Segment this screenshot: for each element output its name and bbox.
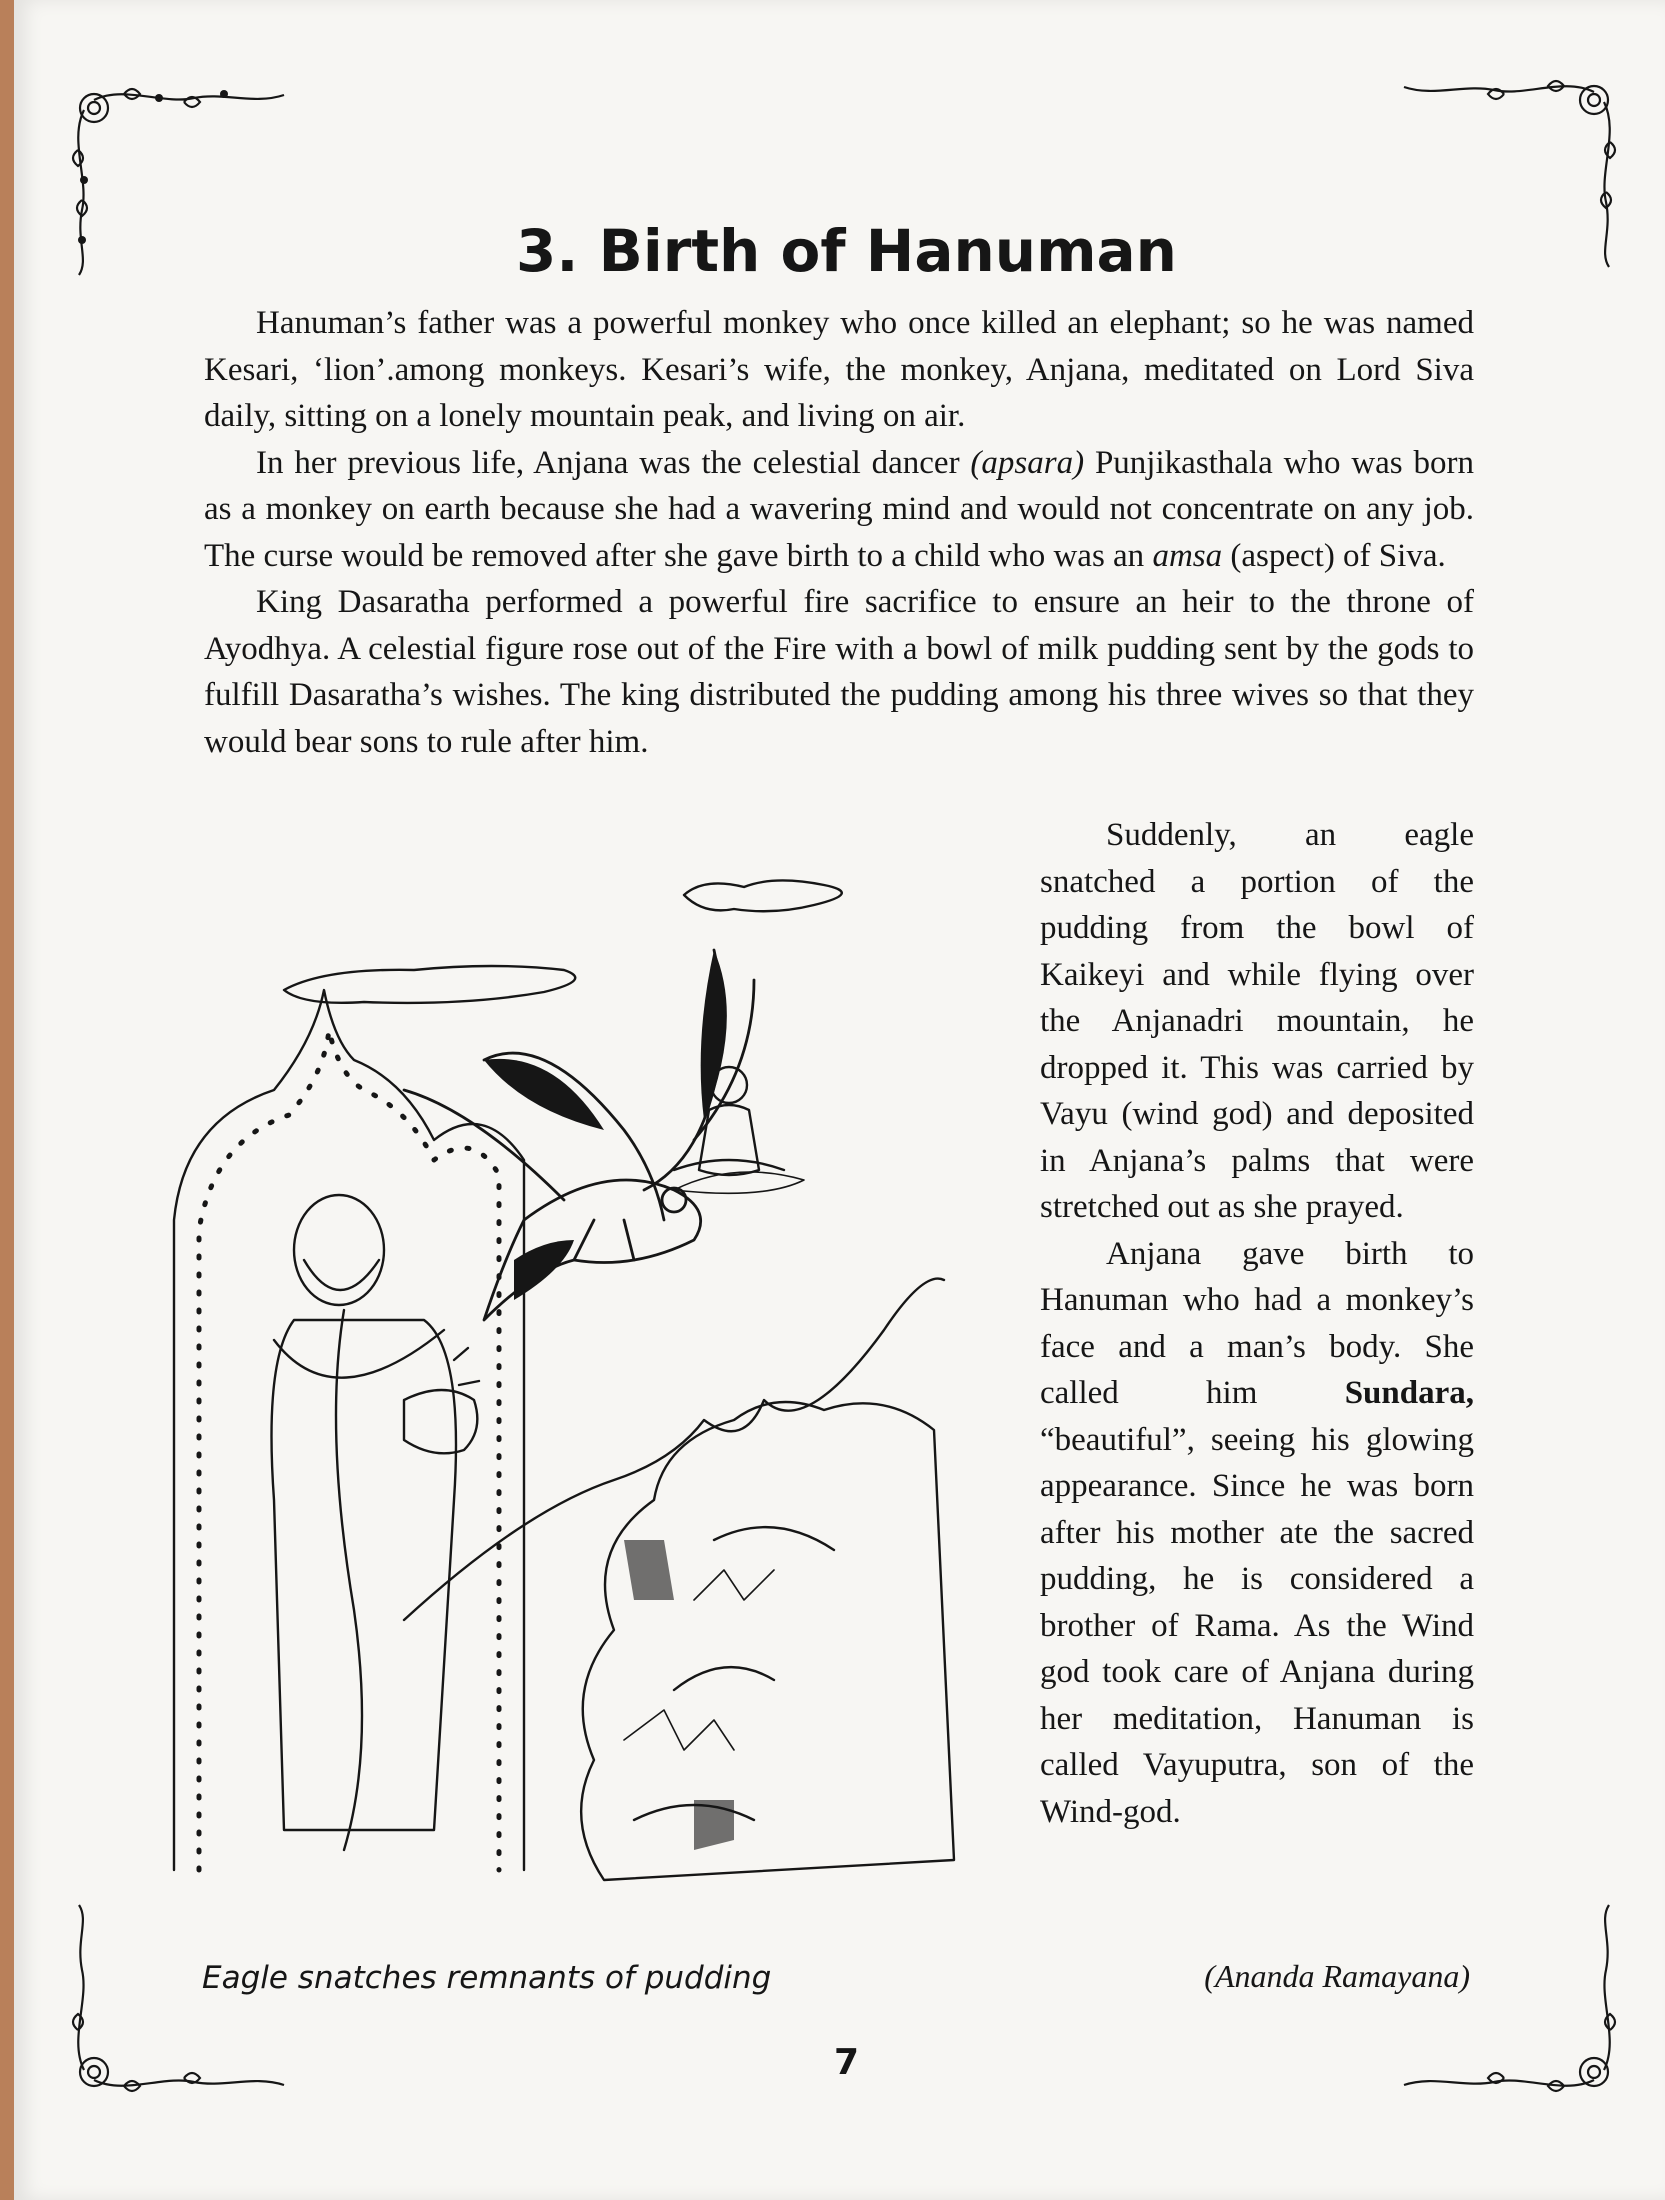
- italic-term-amsa: amsa: [1152, 537, 1223, 574]
- bold-term-sundara: Sundara,: [1344, 1375, 1474, 1411]
- main-text: [204, 300, 1474, 765]
- book-page: [14, 0, 1665, 2200]
- cloud-shape: [684, 880, 842, 911]
- illustration-caption: Eagle snatches remnants of pudding: [202, 1960, 772, 1996]
- page-number: 7: [833, 2042, 860, 2083]
- paragraph-birth: [1040, 1231, 1474, 1836]
- illustration-eagle-and-king: [154, 840, 1034, 1940]
- anjana-figure: [674, 1067, 804, 1193]
- paragraph-anjana-previous-life: [204, 440, 1474, 580]
- paragraph-eagle: Suddenly, an eagle snatched a portion of the pudding from the bowl of Kaikeyi and while flying over the Anjanadri mountain, he dropped it. This was carried by Vayu (wind god) and deposited in Anjana’s palms that were stretched out as she prayed.: [1040, 817, 1474, 1225]
- eagle-figure: [404, 950, 754, 1320]
- side-column-text: [1040, 812, 1474, 1835]
- mountain-range: [404, 1279, 944, 1620]
- rock-hill: [581, 1402, 954, 1880]
- cloud-shape: [284, 966, 575, 1003]
- paragraph-dasaratha-sacrifice: King Dasaratha performed a powerful fire sacrifice to ensure an heir to the throne of Ayodhya. A celestial figure rose out of the Fire with a bowl of milk pudding sent by the gods to fulfill Dasaratha’s wishes. The king distributed the pudding among his three wives so that they would bear sons to rule after him.: [204, 584, 1474, 760]
- text-span: In her previous life, Anjana was the celestial dancer: [256, 444, 971, 481]
- text-span: Punjikasthala who was born as a monkey on earth because she had a wavering mind and would not concentrate on any job. The curse would be removed after she gave birth to a child who was an: [204, 444, 1475, 574]
- chapter-title: 3. Birth of Hanuman: [516, 216, 1177, 285]
- paragraph-hanuman-father: Hanuman’s father was a powerful monkey who once killed an elephant; so he was named Kesari, ‘lion’.among monkeys. Kesari’s wife, the monkey, Anjana, meditated on Lord Siva daily, sitting on a lonely mountain peak, and living on air.: [204, 305, 1474, 434]
- source-citation: (Ananda Ramayana): [1204, 1958, 1470, 1994]
- text-span: Anjana gave birth to Hanuman who had a monkey’s face and a man’s body. She called him: [1040, 1235, 1474, 1411]
- king-figure: [272, 1195, 480, 1850]
- text-span: (aspect) of Siva.: [1222, 537, 1446, 574]
- text-span: “beautiful”, seeing his glowing appearance. Since he was born after his mother ate the sacred pudding, he is considered a brother of Rama. As the Wind god took care of Anjana during her meditation, Hanuman is called Vayuputra, son of the Wind-god.: [1040, 1421, 1474, 1830]
- italic-term-apsara: (apsara): [970, 444, 1085, 481]
